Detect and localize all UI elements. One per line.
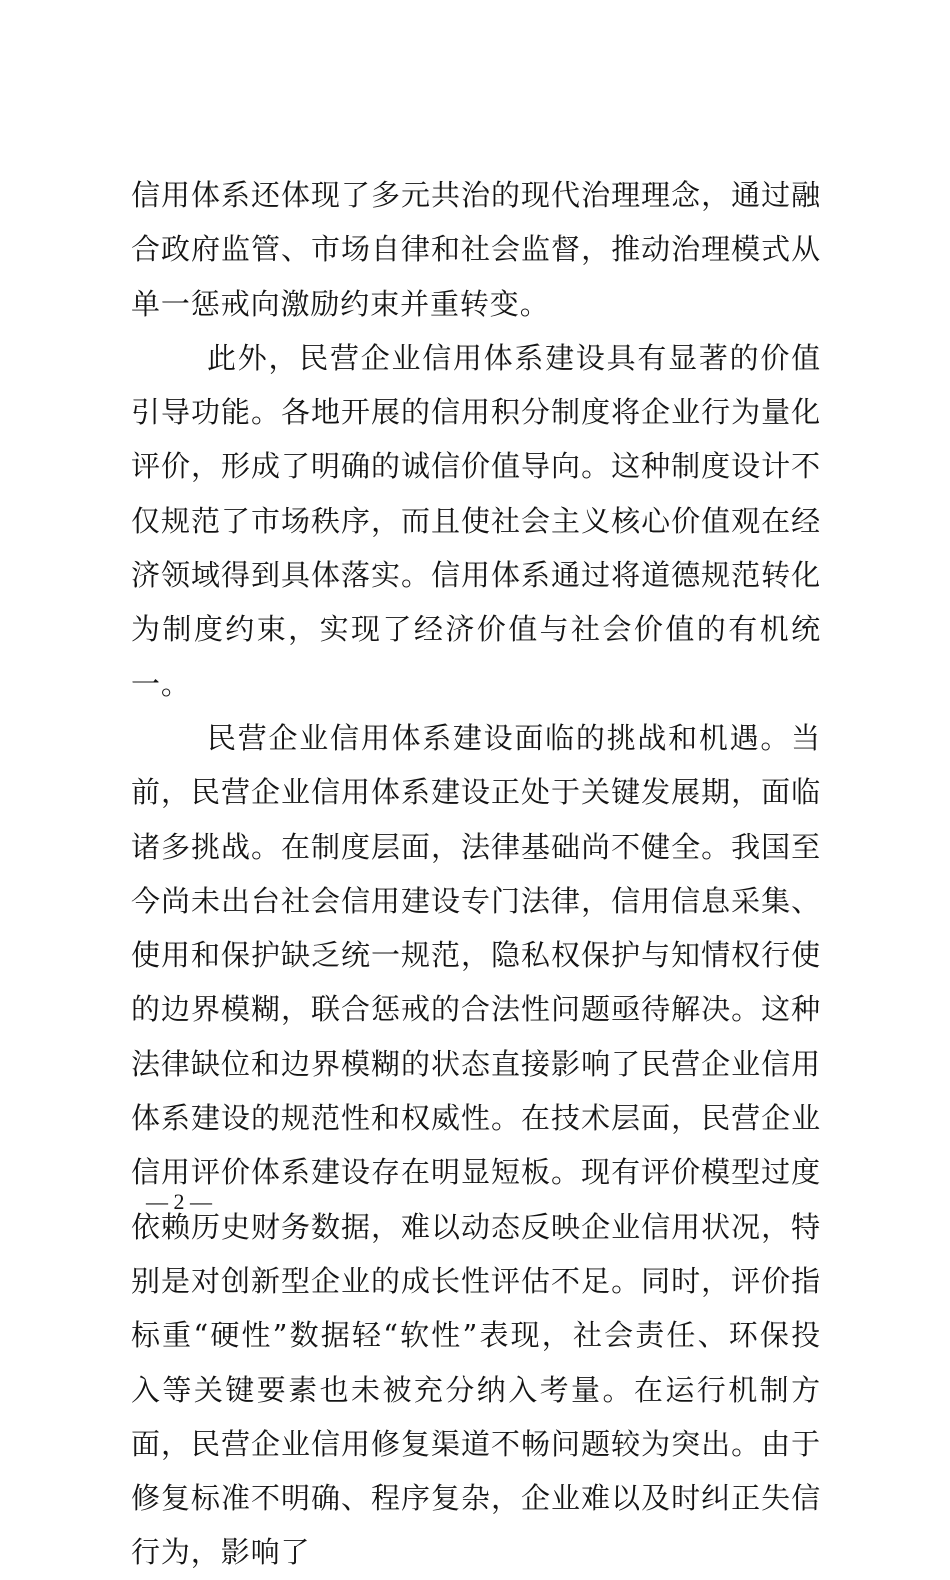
paragraph-1: 信用体系还体现了多元共治的现代治理理念，通过融合政府监管、市场自律和社会监督，推动治理模式从单一惩戒向激励约束并重转变。	[131, 178, 821, 321]
body-text	[131, 168, 821, 1580]
paragraph-3: 民营企业信用体系建设面临的挑战和机遇。当前，民营企业信用体系建设正处于关键发展期，面临诸多挑战。在制度层面，法律基础尚不健全。我国至今尚未出台社会信用建设专门法律，信用信息采集、使用和保护缺乏统一规范，隐私权保护与知情权行使的边界模糊，联合惩戒的合法性问题亟待解决。这种法律缺位和边界模糊的状态直接影响了民营企业信用体系建设的规范性和权威性。在技术层面，民营企业信用评价体系建设存在明显短板。现有评价模型过度依赖历史财务数据，难以动态反映企业信用状况，特别是对创新型企业的成长性评估不足。同时，评价指标重“硬性”数据轻“软性”表现，社会责任、环保投入等关键要素也未被充分纳入考量。在运行机制方面，民营企业信用修复渠道不畅问题较为突出。由于修复标准不明确、程序复杂，企业难以及时纠正失信行为，影响了	[131, 720, 821, 1570]
page-number: — 2 —	[146, 1189, 212, 1214]
paragraph-2: 此外，民营企业信用体系建设具有显著的价值引导功能。各地开展的信用积分制度将企业行为量化评价，形成了明确的诚信价值导向。这种制度设计不仅规范了市场秩序，而且使社会主义核心价值观在经济领域得到具体落实。信用体系通过将道德规范转化为制度约束，实现了经济价值与社会价值的有机统一。	[131, 340, 821, 701]
